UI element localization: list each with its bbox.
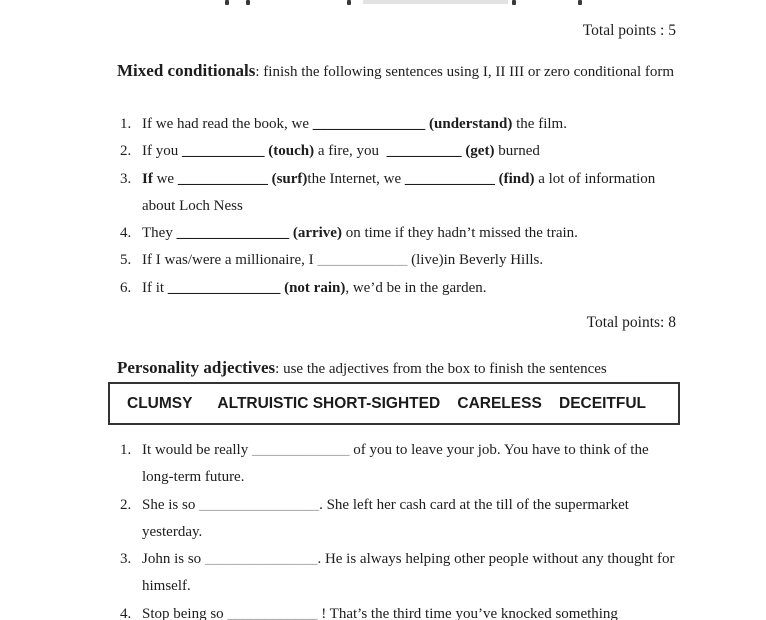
personality-adjectives-heading xyxy=(117,354,757,383)
text-segment: (get) xyxy=(465,143,495,160)
clipped-glyph-mark xyxy=(578,0,582,5)
total-points-personality: Total points: 8 xyxy=(586,314,676,331)
text-segment: She is so xyxy=(142,496,200,513)
total-points-mixed: Total points : 5 xyxy=(582,22,676,39)
list-item xyxy=(120,275,677,302)
text-segment: ____________ xyxy=(177,170,272,187)
text-segment: They xyxy=(142,225,177,242)
mixed-conditionals-list xyxy=(120,111,677,302)
text-segment: ________________ xyxy=(199,496,320,513)
item-text xyxy=(142,546,677,601)
list-item xyxy=(120,111,677,138)
text-segment: (arrive) xyxy=(292,225,342,242)
text-segment: ____________ xyxy=(317,252,408,269)
text-segment: It would be really xyxy=(142,442,252,458)
text-segment: ____________ xyxy=(404,170,499,187)
text-segment: _____________ xyxy=(251,442,350,458)
text-segment: burned xyxy=(494,143,540,160)
list-item xyxy=(120,166,677,221)
clipped-glyph-mark xyxy=(347,0,351,5)
item-text xyxy=(142,601,677,620)
text-segment: we xyxy=(156,170,178,187)
text-segment: , we’d be in the garden. xyxy=(345,279,487,296)
text-segment: (not rain) xyxy=(284,279,346,296)
text-segment: on time if they hadn’t missed the train. xyxy=(341,225,578,242)
item-number: 1. xyxy=(120,116,132,132)
list-item xyxy=(120,546,677,601)
item-text xyxy=(142,138,677,165)
text-segment: John is so xyxy=(142,551,205,568)
item-number: 2. xyxy=(120,143,132,160)
item-text xyxy=(142,166,677,221)
text-segment: (surf) xyxy=(271,170,308,187)
item-number: 4. xyxy=(120,605,132,620)
text-segment: _______________ xyxy=(176,225,293,242)
text-segment: (understand) xyxy=(429,116,513,132)
text-segment: ! That’s the third time you’ve knocked something xyxy=(317,605,618,620)
text-segment: If it xyxy=(142,279,168,296)
text-segment: ___________ xyxy=(182,143,269,160)
text-segment: __________ xyxy=(386,143,466,160)
item-number: 1. xyxy=(120,442,132,458)
text-segment: (find) xyxy=(498,170,535,187)
clipped-glyph-mark xyxy=(225,0,229,5)
item-text xyxy=(142,247,677,274)
text-segment: If I was/were a millionaire, I xyxy=(142,252,318,269)
text-segment: ____________ xyxy=(227,605,318,620)
list-item xyxy=(120,437,677,492)
text-segment: _______________ xyxy=(204,551,318,568)
section-instructions: : use the adjectives from the box to finish the sentences xyxy=(275,361,607,377)
section-instructions: : finish the following sentences using I, II III or zero conditional form xyxy=(255,64,675,80)
list-item xyxy=(120,492,677,547)
item-number: 3. xyxy=(120,170,132,187)
text-segment: _______________ xyxy=(312,116,430,132)
text-segment: the film. xyxy=(512,116,567,132)
text-segment: If xyxy=(142,170,157,187)
list-item xyxy=(120,138,677,165)
clipped-glyph-mark xyxy=(246,0,250,5)
personality-adjectives-list xyxy=(120,437,677,620)
section-title: Personality adjectives xyxy=(117,358,276,377)
text-segment: the Internet, we xyxy=(307,170,405,187)
mixed-conditionals-heading xyxy=(117,57,679,86)
clipped-glyph-mark xyxy=(512,0,516,5)
item-number: 2. xyxy=(120,496,132,513)
item-number: 4. xyxy=(120,225,132,242)
item-number: 6. xyxy=(120,279,132,296)
list-item xyxy=(120,247,677,274)
section-title: Mixed conditionals xyxy=(117,61,256,80)
text-segment: If we had read the book, we xyxy=(142,116,313,132)
list-item xyxy=(120,220,677,247)
item-number: 5. xyxy=(120,252,132,269)
clipped-underline-fragment xyxy=(363,0,508,4)
item-number: 3. xyxy=(120,551,132,568)
item-text xyxy=(142,437,677,492)
text-segment: Stop being so xyxy=(142,605,228,620)
text-segment: a fire, you xyxy=(314,143,387,160)
text-segment: _______________ xyxy=(167,279,285,296)
text-segment: If you xyxy=(142,143,182,160)
text-segment: . He is always helping other people without any thought for himself. xyxy=(142,551,679,595)
adjectives-list: CLUMSY ALTRUISTIC SHORT-SIGHTED CARELESS DECEITFUL xyxy=(127,394,646,412)
item-text xyxy=(142,111,677,138)
text-segment: (touch) xyxy=(268,143,315,160)
text-segment: a lot of information about Loch Ness xyxy=(142,170,660,214)
list-item xyxy=(120,601,677,620)
text-segment: (live)in Beverly Hills. xyxy=(407,252,544,269)
adjectives-word-box xyxy=(108,382,680,425)
text-segment: of you to leave your job. You have to think of the long-term future. xyxy=(142,442,653,486)
item-text xyxy=(142,492,677,547)
item-text xyxy=(142,275,677,302)
text-segment: . She left her cash card at the till of the supermarket yesterday. xyxy=(142,496,633,540)
item-text xyxy=(142,220,677,247)
